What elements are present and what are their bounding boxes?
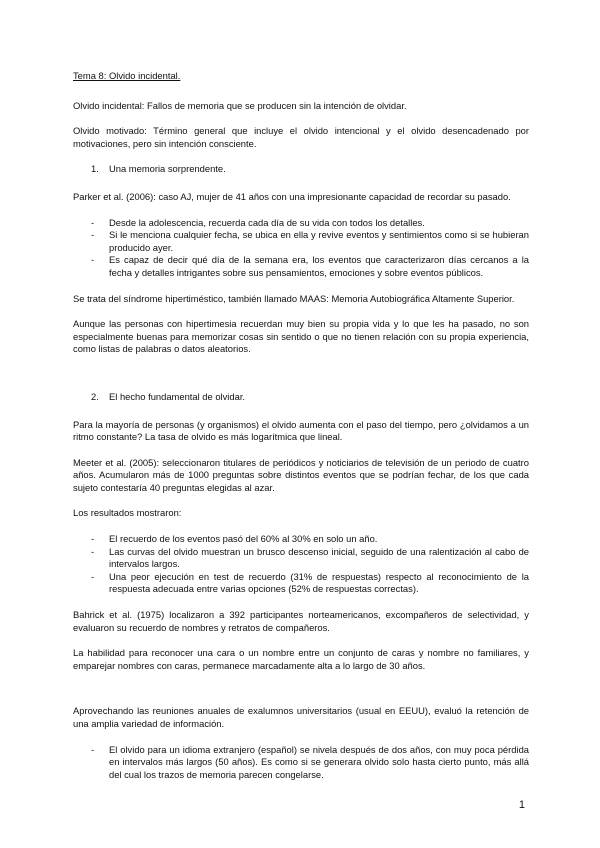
definition-olvido-incidental: Olvido incidental: Fallos de memoria que se producen sin la intención de olvidar. [73, 99, 407, 111]
bullet-dash: - [91, 254, 95, 266]
page-number: 1 [518, 799, 525, 811]
bullet-dash: - [91, 545, 95, 557]
section-1-heading [73, 163, 529, 176]
list-item: - Es capaz de decir qué día de la semana era, los eventos que caracterizaron días cercanos a la fecha y detalles intrigantes sobre sus pensamientos, emociones y sobre eventos públicos. [91, 254, 529, 278]
bullet-dash: - [91, 570, 95, 582]
list-item: - Las curvas del olvido muestran un brusco descenso inicial, seguido de una ralentización al cabo de intervalos largos. [91, 545, 529, 570]
section-1-bullet-list [73, 217, 529, 280]
section-2-paragraph: Para la mayoría de personas (y organismos) el olvido aumenta con el paso del tiempo, pero ¿olvidamos a un ritmo constante? La tasa de olvido es más logarítmica que lineal. [73, 418, 529, 443]
list-item: - El olvido para un idioma extranjero (español) se nivela después de dos años, con muy poca pérdida en intervalos más largos (50 años). Es como si se generara olvido solo hasta cierto punto, más allá del cual los trazos de memoria parecen congelarse. [91, 743, 529, 780]
section-2-paragraph: Meeter et al. (2005): seleccionaron titulares de periódicos y noticiarios de televisión de un periodo de cuatro años. Acumularon más de 1000 preguntas sobre distintos eventos que se podrían fechar, de los que cada sujeto contestaría 40 preguntas elegidas al azar. [73, 456, 529, 493]
section-1-paragraph: Aunque las personas con hipertimesia recuerdan muy bien su propia vida y lo que les ha pasado, no son especialmente buenas para memorizar cosas sin sentido o que no tienen relación con su propia experiencia, como listas de palabras o datos aleatorios. [73, 318, 529, 355]
section-1-intro: Parker et al. (2006): caso AJ, mujer de 41 años con una impresionante capacidad de recordar su pasado. [73, 190, 511, 202]
section-2-heading [73, 391, 529, 404]
section-1-paragraph: Se trata del síndrome hipertiméstico, también llamado MAAS: Memoria Autobiográfica Altamente Superior. [73, 292, 515, 304]
bullet-dash: - [91, 229, 95, 241]
section-2-paragraph: Aprovechando las reuniones anuales de exalumnos universitarios (usual en EEUU), evaluó la retención de una amplia variedad de información. [73, 705, 529, 729]
spacer [73, 685, 529, 705]
spacer [73, 369, 529, 391]
list-item: - Si le menciona cualquier fecha, se ubica en ella y revive eventos y sentimientos como si se hubieran producido ayer. [91, 229, 529, 253]
bullet-dash: - [91, 216, 95, 228]
bullet-dash: - [91, 533, 95, 545]
results-bullet-list [73, 533, 529, 596]
results-intro: Los resultados mostraron: [73, 507, 182, 519]
section-1-title: Una memoria sorprendente. [109, 163, 226, 175]
section-2-number: 2. [91, 390, 99, 402]
page-content [73, 70, 529, 794]
list-item: - Desde la adolescencia, recuerda cada día de su vida con todos los detalles. [91, 216, 425, 228]
section-2-paragraph: Bahrick et al. (1975) localizaron a 392 participantes norteamericanos, excompañeros de selectividad, y evaluaron su recuerdo de nombres y retratos de compañeros. [73, 609, 529, 633]
list-item: - Una peor ejecución en test de recuerdo (31% de respuestas) respecto al reconocimiento de la respuesta adecuada entre varias opciones (52% de respuestas correctas). [91, 570, 529, 595]
section-1-number: 1. [91, 163, 99, 175]
definition-olvido-motivado: Olvido motivado: Término general que incluye el olvido intencional y el olvido desencadenado por motivaciones, pero sin intención consciente. [73, 125, 529, 149]
retention-bullet-list [73, 744, 529, 782]
page-title: Tema 8: Olvido incidental. [73, 70, 181, 81]
bullet-dash: - [91, 743, 95, 755]
list-item: - El recuerdo de los eventos pasó del 60% al 30% en solo un año. [91, 533, 378, 545]
section-2-title: El hecho fundamental de olvidar. [109, 390, 246, 402]
section-2-paragraph: La habilidad para reconocer una cara o un nombre entre un conjunto de caras y nombre no familiares, y emparejar nombres con caras, permanece marcadamente alta a lo largo de 30 años. [73, 647, 529, 671]
